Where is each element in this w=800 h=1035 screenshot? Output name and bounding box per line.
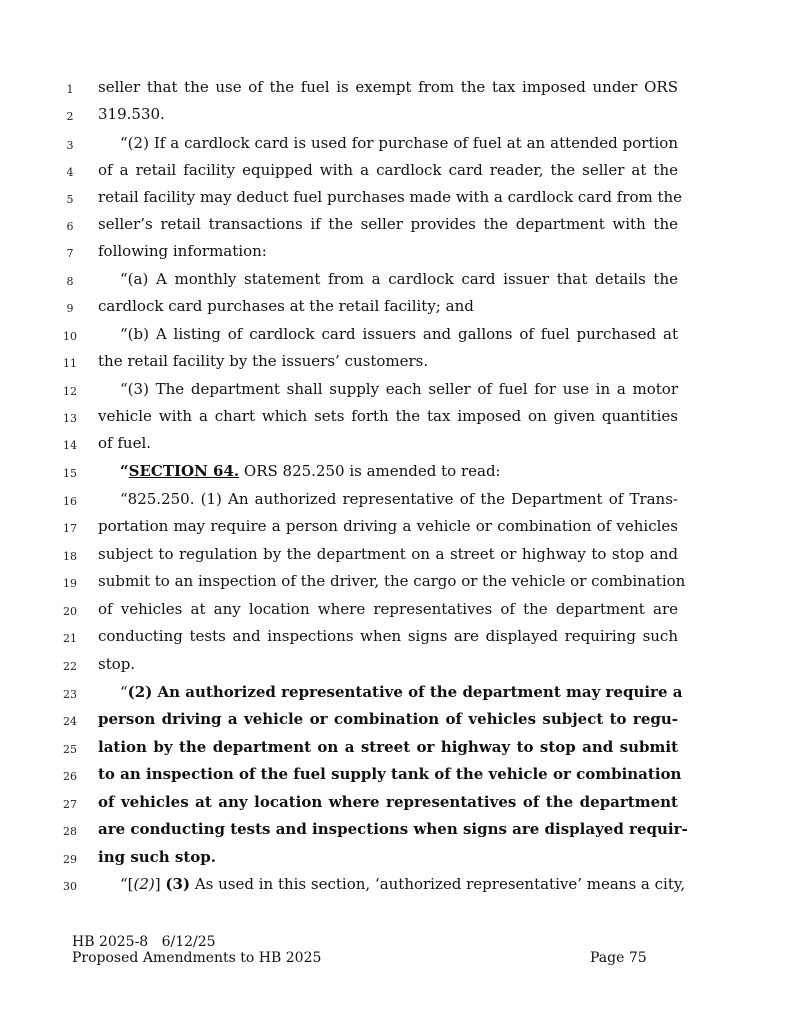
text-line	[0, 651, 800, 678]
line-number: 19	[63, 577, 77, 590]
text-line	[0, 184, 800, 211]
line-text: seller that the use of the fuel is exempt from the tax imposed under ORS	[98, 78, 678, 96]
line-text: of fuel.	[98, 434, 152, 452]
section-heading: SECTION 64.	[128, 462, 240, 480]
line-text: the retail facility by the issuers’ customers.	[98, 352, 429, 370]
line-text	[98, 458, 678, 485]
text-line	[0, 761, 800, 788]
text-line	[0, 486, 800, 513]
text-line	[0, 74, 800, 101]
text-line	[0, 871, 800, 898]
line-text: “(2) If a cardlock card is used for purchase of fuel at an attended portion	[120, 134, 678, 152]
line-text: conducting tests and inspections when signs are displayed requiring such	[98, 627, 678, 645]
amendment-text: (2) An authorized representative of the department may require a	[127, 683, 683, 701]
line-text: vehicle with a chart which sets forth the tax imposed on given quantities	[98, 407, 678, 425]
text-line	[0, 816, 800, 843]
open-quote: “	[120, 462, 129, 480]
text-line	[0, 706, 800, 733]
line-text: of vehicles at any location where representatives of the department are	[98, 600, 678, 618]
line-number: 16	[63, 495, 77, 508]
line-text: subject to regulation by the department on a street or highway to stop and	[98, 545, 678, 563]
line-text: cardlock card purchases at the retail facility; and	[98, 297, 474, 315]
text-line	[0, 130, 800, 157]
deleted-text: (2)	[133, 875, 155, 893]
text-line	[0, 430, 800, 457]
line-text-rest: As used in this section, ‘authorized representative’ means a city,	[190, 875, 686, 893]
open-quote: “	[120, 683, 128, 701]
line-text: “(b) A listing of cardlock card issuers and gallons of fuel purchased at	[120, 325, 678, 343]
line-number: 30	[63, 880, 77, 893]
line-number: 4	[66, 166, 74, 179]
amendment-text: lation by the department on a street or highway to stop and submit	[98, 738, 678, 756]
text-line	[0, 789, 800, 816]
line-number: 14	[63, 439, 77, 452]
line-text: 319.530.	[98, 105, 165, 123]
line-number: 22	[63, 660, 77, 673]
text-line	[0, 513, 800, 540]
line-text: retail facility may deduct fuel purchases made with a cardlock card from the	[98, 188, 683, 206]
line-number: 7	[66, 247, 74, 260]
amendment-text: to an inspection of the fuel supply tank of the vehicle or combination	[98, 765, 682, 783]
text-line	[0, 211, 800, 238]
amendment-text: ing such stop.	[98, 848, 217, 866]
line-text: portation may require a person driving a vehicle or combination of vehicles	[98, 517, 678, 535]
amendment-text: of vehicles at any location where representatives of the department	[98, 793, 678, 811]
line-text: following information:	[98, 242, 267, 260]
line-number: 27	[63, 798, 77, 811]
text-line	[0, 734, 800, 761]
page-number: Page 75	[590, 950, 647, 966]
footer-title: Proposed Amendments to HB 2025	[72, 950, 322, 966]
inserted-number: (3)	[165, 875, 191, 893]
text-line	[0, 679, 800, 706]
line-number: 11	[63, 357, 77, 370]
line-number: 12	[63, 385, 77, 398]
line-number: 10	[63, 330, 77, 343]
text-line	[0, 238, 800, 265]
line-number: 29	[63, 853, 77, 866]
line-number: 24	[63, 715, 77, 728]
line-text: stop.	[98, 655, 136, 673]
section-heading-text: ORS 825.250 is amended to read:	[239, 462, 501, 480]
line-number: 2	[66, 110, 74, 123]
line-text: of a retail facility equipped with a cardlock card reader, the seller at the	[98, 161, 678, 179]
text-line	[0, 157, 800, 184]
line-text	[98, 679, 683, 706]
amendment-text: person driving a vehicle or combination of vehicles subject to regu-	[98, 710, 678, 728]
text-line	[0, 376, 800, 403]
line-number: 3	[66, 139, 74, 152]
line-text: “(a) A monthly statement from a cardlock card issuer that details the	[120, 270, 678, 288]
text-line	[0, 844, 800, 871]
line-number: 15	[63, 467, 77, 480]
open-bracket: “[	[120, 875, 134, 893]
amendment-text: are conducting tests and inspections when signs are displayed requir-	[98, 820, 688, 838]
text-line	[0, 321, 800, 348]
line-number: 21	[63, 632, 77, 645]
line-number: 5	[66, 193, 74, 206]
text-line	[0, 568, 800, 595]
text-line	[0, 101, 800, 128]
text-line	[0, 596, 800, 623]
text-line	[0, 293, 800, 320]
line-number: 20	[63, 605, 77, 618]
line-number: 9	[66, 302, 74, 315]
text-line	[0, 403, 800, 430]
line-text: seller’s retail transactions if the seller provides the department with the	[98, 215, 678, 233]
line-number: 28	[63, 825, 77, 838]
line-number: 23	[63, 688, 77, 701]
line-number: 6	[66, 220, 74, 233]
text-line	[0, 623, 800, 650]
line-text	[98, 871, 686, 898]
text-line	[0, 266, 800, 293]
close-bracket: ]	[154, 875, 166, 893]
line-number: 26	[63, 770, 77, 783]
line-text: “825.250. (1) An authorized representative of the Department of Trans-	[120, 490, 678, 508]
line-number: 13	[63, 412, 77, 425]
line-number: 25	[63, 743, 77, 756]
line-number: 1	[66, 83, 74, 96]
line-number: 17	[63, 522, 77, 535]
text-line	[0, 541, 800, 568]
text-line	[0, 348, 800, 375]
line-text: “(3) The department shall supply each seller of fuel for use in a motor	[120, 380, 678, 398]
line-text: submit to an inspection of the driver, the cargo or the vehicle or combination	[98, 572, 686, 590]
line-number: 18	[63, 550, 77, 563]
line-number: 8	[66, 275, 74, 288]
footer-bill-id: HB 2025-8 6/12/25	[72, 934, 216, 950]
text-line	[0, 458, 800, 485]
